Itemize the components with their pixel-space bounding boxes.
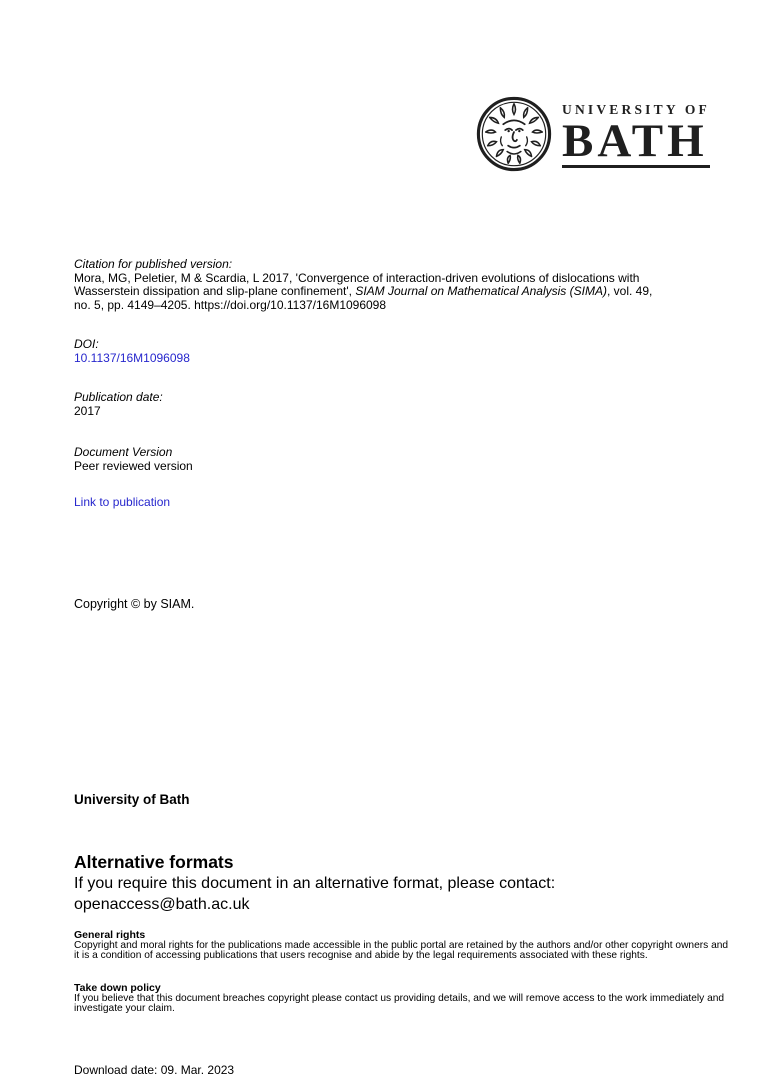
- citation-journal-title: SIAM Journal on Mathematical Analysis (SIMA): [355, 284, 607, 299]
- citation-block: [74, 258, 652, 312]
- link-to-publication[interactable]: Link to publication: [74, 495, 171, 509]
- copyright-line: Copyright © by SIAM.: [74, 597, 195, 611]
- alternative-formats-line: If you require this document in an alternative format, please contact:: [74, 875, 556, 892]
- doi-block: [74, 337, 190, 365]
- doi-label: DOI:: [74, 337, 99, 351]
- openaccess-email: openaccess@bath.ac.uk: [74, 896, 250, 913]
- publication-date-label: Publication date:: [74, 390, 163, 404]
- document-version-block: [74, 445, 193, 473]
- publication-date-block: [74, 390, 163, 418]
- citation-line-3: no. 5, pp. 4149–4205. https://doi.org/10.1137/16M1096098: [74, 297, 387, 312]
- document-version-label: Document Version: [74, 445, 173, 459]
- citation-line-2: [74, 285, 652, 299]
- logo-wordmark: [562, 95, 710, 168]
- publication-link-block: [74, 495, 170, 509]
- publication-date-value: 2017: [74, 404, 101, 418]
- logo-university-of-text: UNIVERSITY OF: [562, 102, 710, 117]
- general-rights-body: Copyright and moral rights for the publications made accessible in the public portal are retained by the authors and/or other copyright owners and it is a condition of accessing publications that users recognise and abide by the legal requirements associated with these rights.: [74, 939, 729, 962]
- take-down-policy-body: If you believe that this document breaches copyright please contact us providing details, and we will remove access to the work immediately and investigate your claim.: [74, 992, 725, 1015]
- doi-link[interactable]: 10.1137/16M1096098: [74, 351, 190, 365]
- general-rights-block: [74, 930, 734, 962]
- logo-underline: [562, 165, 710, 168]
- alternative-formats-block: [74, 852, 555, 915]
- logo-bath-text: BATH: [562, 115, 708, 167]
- alternative-formats-heading: Alternative formats: [74, 852, 234, 872]
- university-of-bath-logo: [475, 95, 710, 173]
- citation-line-2-pre: Wasserstein dissipation and slip-plane confinement',: [74, 284, 356, 299]
- take-down-policy-block: [74, 983, 734, 1015]
- citation-label: Citation for published version:: [74, 257, 233, 271]
- bath-crest-icon: [475, 95, 553, 173]
- document-version-value: Peer reviewed version: [74, 459, 193, 473]
- citation-line-1: Mora, MG, Peletier, M & Scardia, L 2017, 'Convergence of interaction-driven evolutions of dislocations with: [74, 270, 640, 285]
- general-rights-heading: General rights: [74, 929, 146, 941]
- download-date: Download date: 09. Mar. 2023: [74, 1063, 235, 1077]
- citation-line-2-post: , vol. 49,: [606, 284, 653, 299]
- university-name: University of Bath: [74, 792, 190, 807]
- take-down-policy-heading: Take down policy: [74, 982, 161, 994]
